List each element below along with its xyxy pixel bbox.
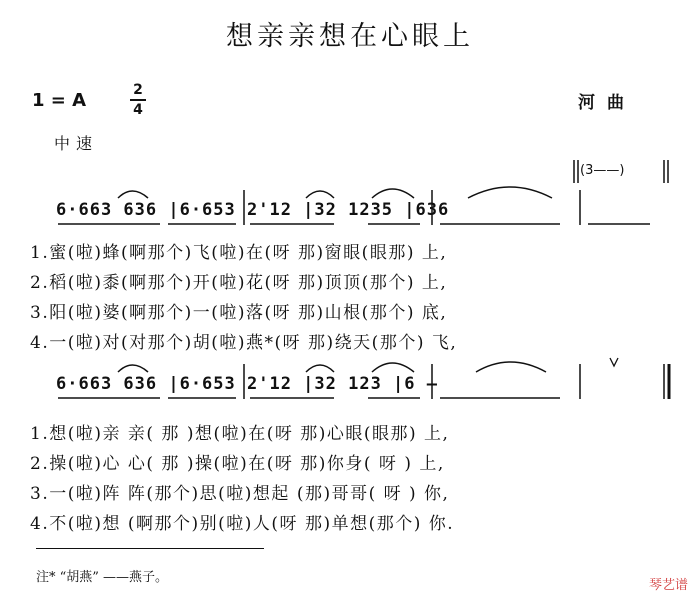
slur xyxy=(306,191,334,198)
slur xyxy=(306,365,334,372)
meter-top: 2 xyxy=(133,82,143,98)
breath-mark xyxy=(610,358,618,366)
slur xyxy=(118,365,148,372)
meter-bottom: 4 xyxy=(133,102,143,118)
slur xyxy=(468,187,552,198)
lyric-line: 3.一(啦)阵 阵(那个)思(啦)想起 (那)哥哥( 呀 ) 你, xyxy=(30,484,450,504)
slur xyxy=(476,362,546,372)
repeat-mark: (3——) xyxy=(580,163,625,178)
lyric-line: 3.阳(啦)婆(啊那个)一(啦)落(呀 那)山根(那个) 底, xyxy=(30,303,448,323)
lyric-line: 1.想(啦)亲 亲( 那 )想(啦)在(呀 那)心眼(眼那) 上, xyxy=(30,424,450,444)
tempo-marking: 中速 xyxy=(54,134,99,153)
lyric-line: 1.蜜(啦)蜂(啊那个)飞(啦)在(呀 那)窗眼(眼那) 上, xyxy=(30,243,448,263)
slur xyxy=(372,189,414,198)
footnote: 注* “胡燕” ——燕子。 xyxy=(36,570,169,585)
lyric-line: 2.稻(啦)黍(啊那个)开(啦)花(呀 那)顶顶(那个) 上, xyxy=(30,273,448,293)
slur xyxy=(118,191,148,198)
slur xyxy=(372,363,414,372)
song-title: 想亲亲想在心眼上 xyxy=(226,21,474,52)
song-origin: 河曲 xyxy=(578,93,636,113)
lyric-line: 4.一(啦)对(对那个)胡(啦)燕*(呀 那)绕天(那个) 飞, xyxy=(30,333,458,353)
watermark-logo: 琴艺谱 xyxy=(648,578,688,593)
key-signature: 1 = A xyxy=(32,90,87,111)
lyric-line: 4.不(啦)想 (啊那个)别(啦)人(呀 那)单想(那个) 你. xyxy=(30,514,455,534)
lyric-line: 2.操(啦)心 心( 那 )操(啦)在(呀 那)你身( 呀 ) 上, xyxy=(30,454,445,474)
footnote-divider xyxy=(36,548,264,549)
notation-line-1: 6·663 636 |6·653 2'12 |32 1235 |636 xyxy=(56,200,450,220)
notation-line-2: 6·663 636 |6·653 2'12 |32 123 |6 — xyxy=(56,374,438,394)
